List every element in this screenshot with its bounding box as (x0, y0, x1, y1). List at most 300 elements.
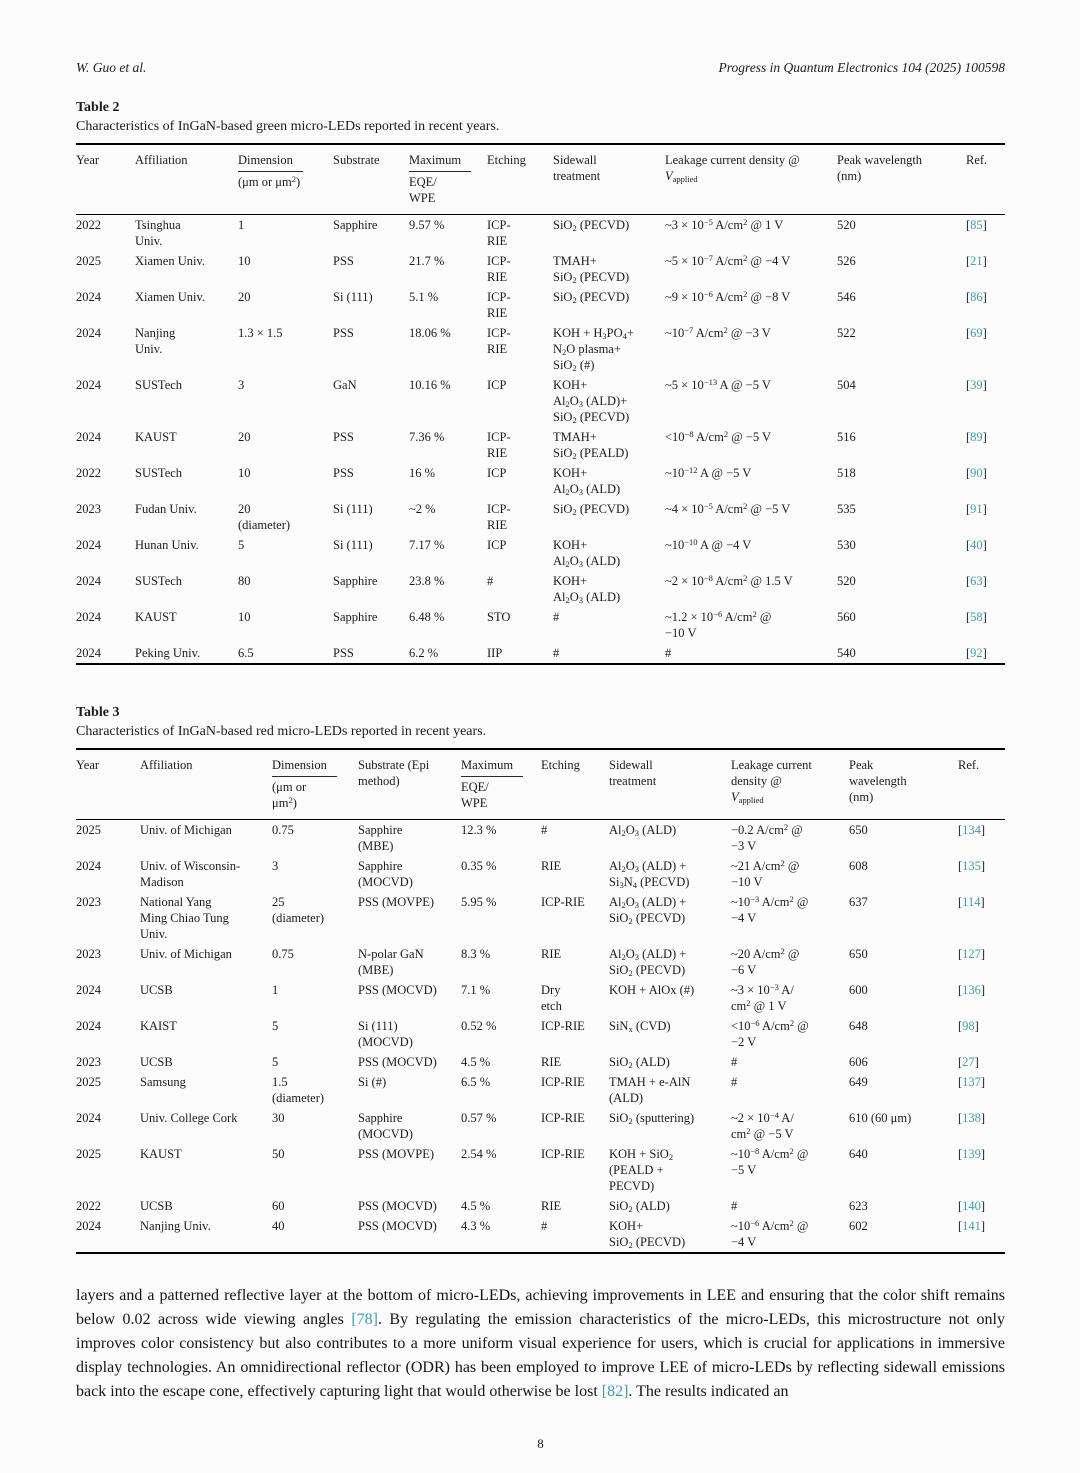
table-cell: 2024 (76, 983, 101, 997)
table-cell: $\sim 10^{-8}$ $A/cm^2$ @ −5 V (731, 1146, 809, 1177)
table-cell: 10.16 % (409, 378, 451, 392)
table-cell: 0.35 % (461, 859, 497, 873)
table-cell: Sapphire (333, 574, 378, 588)
ref-cell: [63] (966, 574, 987, 588)
table3-section (76, 705, 1005, 1254)
table-cell: ICP-RIE (541, 1019, 585, 1033)
table-row (76, 892, 1005, 944)
table-cell: Si (111) (333, 538, 373, 552)
column-header: Sidewall treatment (609, 758, 657, 788)
table-cell: 16 % (409, 466, 436, 480)
reference-link[interactable]: 137 (962, 1075, 981, 1089)
table-cell: PSS (333, 466, 354, 480)
table-row (76, 607, 1005, 643)
table-cell: 649 (849, 1075, 868, 1089)
table-cell: 546 (837, 290, 856, 304)
table-row (76, 1196, 1005, 1216)
table-cell: $\sim 10^{-10}$ A @ −4 V (665, 537, 752, 552)
column-header: Maximum EQE/ WPE (461, 749, 541, 820)
table-cell: Hunan Univ. (135, 538, 199, 552)
green-micro-led-table (76, 143, 1005, 665)
table-cell: KOH+ SiO$_2$ (PECVD) (609, 1219, 686, 1251)
table-cell: 540 (837, 646, 856, 660)
table-cell: 522 (837, 326, 856, 340)
table-cell: 504 (837, 378, 856, 392)
table-cell: KOH + $H_3PO_4+$ $N_2O$ plasma+ SiO$_2$ (#) (553, 326, 634, 374)
table-cell: 10 (238, 466, 251, 480)
ref-cell: [86] (966, 290, 987, 304)
table-cell: 526 (837, 254, 856, 268)
table-cell: 0.75 (272, 823, 294, 837)
table-row (76, 944, 1005, 980)
table-cell: $Al_2O_3$ (ALD) + SiO$_2$ (PECVD) (609, 947, 687, 979)
table-cell: 606 (849, 1055, 868, 1069)
table-cell: $<10^{-8}$ $A/cm^2$ @ −5 V (665, 429, 772, 444)
table-row (76, 427, 1005, 463)
table-cell: 650 (849, 823, 868, 837)
column-header: Peak wavelength (nm) (849, 758, 907, 804)
ref-cell: [27] (958, 1055, 979, 1069)
table-cell: 20 (238, 290, 251, 304)
table-cell: Nanjing Univ. (140, 1219, 211, 1233)
table-cell: 5 (272, 1055, 279, 1069)
table-cell: ~1.2 × $10^{-6}$ $A/cm^2$ @ −10 V (665, 609, 772, 640)
column-header: Ref. (966, 153, 988, 167)
table-cell: # (553, 610, 560, 624)
table-cell: Si (111) (MOCVD) (358, 1019, 413, 1049)
table-cell: 2024 (76, 646, 101, 660)
table-cell: PSS (MOCVD) (358, 1219, 437, 1233)
ref-cell: [135] (958, 859, 986, 873)
ref-cell: [92] (966, 646, 987, 660)
table-cell: 2025 (76, 823, 101, 837)
table-cell: 5 (272, 1019, 279, 1033)
reference-link[interactable]: 90 (970, 466, 983, 480)
ref-cell: [138] (958, 1111, 986, 1125)
table-cell: 2023 (76, 1055, 101, 1069)
red-micro-led-table (76, 748, 1005, 1254)
table-cell: Sapphire (MBE) (358, 823, 403, 853)
table-cell: Xiamen Univ. (135, 290, 206, 304)
author-text: W. Guo et al. (76, 60, 147, 75)
table-cell: 6.2 % (409, 646, 439, 660)
reference-link[interactable]: 89 (970, 430, 983, 444)
reference-link[interactable]: 138 (962, 1111, 981, 1125)
table-cell: 0.75 (272, 947, 294, 961)
table-cell: SiO$_2$ (ALD) (609, 1055, 670, 1071)
table-cell: SiN$_x$ (CVD) (609, 1019, 671, 1035)
table-cell: ICP-RIE (541, 1075, 585, 1089)
reference-link[interactable]: 134 (962, 823, 981, 837)
table-cell: PSS (333, 646, 354, 660)
table-cell: KOH+ $Al_2O_3$ (ALD) (553, 466, 621, 498)
table-cell: 3 (238, 378, 245, 392)
table-cell: Nanjing Univ. (135, 326, 176, 356)
table-cell: SiO$_2$ (ALD) (609, 1199, 670, 1215)
reference-link[interactable]: 69 (970, 326, 983, 340)
ref-cell: [136] (958, 983, 986, 997)
table-cell: N-polar GaN (MBE) (358, 947, 424, 977)
table-row (76, 856, 1005, 892)
table-cell: PSS (MOCVD) (358, 1199, 437, 1213)
table-cell: 10 (238, 610, 251, 624)
table-row (76, 251, 1005, 287)
table-cell: Sapphire (MOCVD) (358, 859, 413, 889)
table-cell: 2025 (76, 1147, 101, 1161)
ref-cell: [90] (966, 466, 987, 480)
reference-link[interactable]: 85 (970, 218, 983, 232)
table-row (76, 287, 1005, 323)
table-cell: 2024 (76, 430, 101, 444)
table-cell: # (731, 1199, 738, 1213)
table-row (76, 499, 1005, 535)
table-cell: 2024 (76, 859, 101, 873)
ref-cell: [69] (966, 326, 987, 340)
table-cell: $\sim 10^{-3}$ $A/cm^2$ @ −4 V (731, 894, 809, 925)
table-cell: ICP (487, 466, 507, 480)
table-cell: 1.5 (diameter) (272, 1075, 325, 1105)
table-cell: SUSTech (135, 574, 183, 588)
table-cell: $\sim 10^{-7}$ $A/cm^2$ @ −3 V (665, 325, 771, 340)
table-cell: # (553, 646, 560, 660)
reference-link[interactable]: 91 (970, 502, 983, 516)
table-cell: 7.1 % (461, 983, 491, 997)
table-row (76, 643, 1005, 664)
ref-cell: [85] (966, 218, 987, 232)
column-header: Substrate (333, 153, 380, 167)
reference-link[interactable]: [78] (351, 1311, 378, 1328)
column-header: Year (76, 153, 100, 167)
table-cell: IIP (487, 646, 503, 660)
column-header: Affiliation (140, 758, 193, 772)
table-cell: # (541, 1219, 548, 1233)
reference-link[interactable]: 39 (970, 378, 983, 392)
table-cell: 2024 (76, 538, 101, 552)
ref-cell: [114] (958, 895, 985, 909)
table-cell: −0.2 $A/cm^2$ @ −3 V (731, 822, 803, 853)
table-cell: # (487, 574, 494, 588)
table-cell: 80 (238, 574, 251, 588)
table-cell: KOH+ $Al_2O_3$ (ALD) (553, 574, 621, 606)
table-row (76, 323, 1005, 375)
table-cell: $\sim 10^{-12}$ A @ −5 V (665, 465, 752, 480)
table-cell: KAUST (135, 610, 177, 624)
table-cell: Univ. College Cork (140, 1111, 238, 1125)
table-cell: ~3 × $10^{-5}$ $A/cm^2$ @ 1 V (665, 217, 784, 232)
table-cell: 18.06 % (409, 326, 451, 340)
table-row (76, 463, 1005, 499)
table-cell: PSS (MOVPE) (358, 895, 435, 909)
column-header: Dimension (μm or $\mu m^2$) (272, 749, 358, 820)
column-header: Substrate (Epi method) (358, 758, 430, 788)
reference-link[interactable]: 92 (970, 646, 983, 660)
table-cell: RIE (541, 859, 562, 873)
table-cell: 2023 (76, 502, 101, 516)
table-cell: SiO$_2$ (sputtering) (609, 1111, 695, 1127)
header-row (76, 749, 1005, 820)
table-cell: ICP (487, 378, 507, 392)
ref-cell: [39] (966, 378, 987, 392)
table-cell: ICP (487, 538, 507, 552)
table-cell: 2024 (76, 1019, 101, 1033)
table-row (76, 980, 1005, 1016)
table-cell: PSS (333, 326, 354, 340)
column-header: Year (76, 758, 100, 772)
column-header: Leakage current density @ $V_{applied}$ (665, 153, 800, 185)
table-cell: 6.48 % (409, 610, 445, 624)
reference-link[interactable]: 140 (962, 1199, 981, 1213)
table-cell: 0.52 % (461, 1019, 497, 1033)
table-cell: 1 (238, 218, 245, 232)
table-cell: 20 (238, 430, 251, 444)
table-cell: 2.54 % (461, 1147, 497, 1161)
reference-link[interactable]: 127 (962, 947, 981, 961)
column-header: Dimension (μm or $\mu m^2$) (238, 144, 333, 215)
ref-cell: [98] (958, 1019, 979, 1033)
reference-link[interactable]: 21 (970, 254, 983, 268)
table-cell: ICP- RIE (487, 290, 511, 320)
table-cell: 520 (837, 218, 856, 232)
table-cell: 2022 (76, 1199, 101, 1213)
table-cell: 5 (238, 538, 245, 552)
table-cell: KAUST (140, 1147, 182, 1161)
table-cell: 30 (272, 1111, 285, 1125)
ref-cell: [40] (966, 538, 987, 552)
table-cell: 60 (272, 1199, 285, 1213)
page-content (76, 0, 1005, 1452)
table-cell: 3 (272, 859, 279, 873)
table-cell: TMAH+ SiO$_2$ (PEALD) (553, 430, 629, 462)
table-cell: PSS (MOVPE) (358, 1147, 435, 1161)
table-cell: UCSB (140, 1199, 173, 1213)
table-cell: ICP-RIE (541, 1147, 585, 1161)
table-cell: 608 (849, 859, 868, 873)
table2-caption: Characteristics of InGaN-based green micro-LEDs reported in recent years. (76, 119, 500, 134)
table-cell: ICP- RIE (487, 502, 511, 532)
table-cell: $\sim 10^{-6}$ $A/cm^2$ @ −4 V (731, 1218, 809, 1249)
table-cell: 6.5 (238, 646, 254, 660)
table-cell: 2024 (76, 1219, 101, 1233)
table-cell: 2024 (76, 290, 101, 304)
ref-cell: [89] (966, 430, 987, 444)
table-cell: RIE (541, 1199, 562, 1213)
table-cell: 4.3 % (461, 1219, 491, 1233)
table-row (76, 1144, 1005, 1196)
table-row (76, 535, 1005, 571)
ref-cell: [134] (958, 823, 986, 837)
table-row (76, 375, 1005, 427)
table-cell: Si (#) (358, 1075, 387, 1089)
table-cell: ~2 % (409, 502, 436, 516)
table-cell: 50 (272, 1147, 285, 1161)
table-cell: 640 (849, 1147, 868, 1161)
table-cell: ICP- RIE (487, 430, 511, 460)
table-cell: ICP- RIE (487, 254, 511, 284)
table-cell: SUSTech (135, 466, 183, 480)
column-header: Ref. (958, 758, 980, 772)
table-cell: 648 (849, 1019, 868, 1033)
column-header: Peak wavelength (nm) (837, 153, 923, 183)
reference-link[interactable]: 58 (970, 610, 983, 624)
table-cell: 2023 (76, 947, 101, 961)
table-cell: 600 (849, 983, 868, 997)
table-cell: ~2 × $10^{-4}$ A/ $cm^2$ @ −5 V (731, 1110, 794, 1141)
table-cell: 7.17 % (409, 538, 445, 552)
table-cell: ICP- RIE (487, 326, 511, 356)
table-cell: 2025 (76, 1075, 101, 1089)
table-cell: 20 (diameter) (238, 502, 291, 532)
table-cell: 602 (849, 1219, 868, 1233)
table-cell: ICP- RIE (487, 218, 511, 248)
reference-link[interactable]: 114 (962, 895, 981, 909)
table-cell: $Al_2O_3$ (ALD) + SiO$_2$ (PECVD) (609, 895, 687, 927)
table-cell: Sapphire (333, 218, 378, 232)
table-cell: 2025 (76, 254, 101, 268)
table-cell: ICP-RIE (541, 1111, 585, 1125)
reference-link[interactable]: 40 (970, 538, 983, 552)
table3-caption: Characteristics of InGaN-based red micro-LEDs reported in recent years. (76, 724, 487, 739)
table-cell: KOH + SiO$_2$ (PEALD + PECVD) (609, 1147, 674, 1193)
table-cell: 5.1 % (409, 290, 439, 304)
table-cell: ~5 × $10^{-7}$ $A/cm^2$ @ −4 V (665, 253, 791, 268)
table-row (76, 215, 1005, 252)
table-row (76, 1016, 1005, 1052)
table-cell: # (731, 1075, 738, 1089)
page-number: 8 (537, 1436, 544, 1451)
table-cell: # (541, 823, 548, 837)
table-cell: PSS (MOCVD) (358, 983, 437, 997)
table-cell: RIE (541, 1055, 562, 1069)
table-cell: # (731, 1055, 738, 1069)
table-cell: $Al_2O_3$ (ALD) + $Si_3N_4$ (PECVD) (609, 859, 690, 891)
table-cell: SiO$_2$ (PECVD) (553, 290, 630, 306)
reference-link[interactable]: 139 (962, 1147, 981, 1161)
body-paragraph: layers and a patterned reflective layer at the bottom of micro-LEDs, achieving improvements in LEE and ensuring that the color shift remains below 0.02 across wide viewing angles [78]. By regulating the emission characteristics of the micro-LEDs, this microstructure not only improves color consistency but also contributes to a more uniform visual experience for users, which is crucial for applications in immersive display technologies. An omnidirectional reflector (ODR) has been employed to improve LEE of micro-LEDs by reflecting sidewall emissions back into the escape cone, effectively capturing light that would otherwise be lost [82]. The results indicated an (76, 1287, 1005, 1400)
table-cell: ~3 × $10^{-3}$ A/ $cm^2$ @ 1 V (731, 982, 794, 1013)
journal-title-text: Progress in Quantum Electronics 104 (2025) 100598 (718, 60, 1005, 75)
table-cell: ~4 × $10^{-5}$ $A/cm^2$ @ −5 V (665, 501, 791, 516)
table-cell: 535 (837, 502, 856, 516)
table-cell: 2022 (76, 218, 101, 232)
table-cell: Xiamen Univ. (135, 254, 206, 268)
column-header: Etching (487, 153, 526, 167)
table-cell: ~9 × $10^{-6}$ $A/cm^2$ @ −8 V (665, 289, 791, 304)
table-cell: 6.5 % (461, 1075, 491, 1089)
table-cell: Tsinghua Univ. (135, 218, 181, 248)
table-row (76, 1052, 1005, 1072)
table-cell: $<10^{-6}$ $A/cm^2$ @ −2 V (731, 1018, 809, 1049)
table-cell: 4.5 % (461, 1055, 491, 1069)
ref-cell: [137] (958, 1075, 986, 1089)
ref-cell: [21] (966, 254, 987, 268)
table-cell: National Yang Ming Chiao Tung Univ. (140, 895, 229, 941)
column-header: Maximum EQE/ WPE (409, 144, 487, 215)
reference-link[interactable]: 86 (970, 290, 983, 304)
ref-cell: [127] (958, 947, 986, 961)
ref-cell: [91] (966, 502, 987, 516)
table-cell: 2022 (76, 466, 101, 480)
reference-link[interactable]: 135 (962, 859, 981, 873)
table-cell: 610 (60 μm) (849, 1111, 912, 1125)
table-cell: 12.3 % (461, 823, 497, 837)
column-header: Sidewall treatment (553, 153, 601, 183)
table-cell: SiO$_2$ (PECVD) (553, 218, 630, 234)
table-cell: Fudan Univ. (135, 502, 197, 516)
table-cell: 21.7 % (409, 254, 445, 268)
table-cell: 25 (diameter) (272, 895, 325, 925)
table-row (76, 1108, 1005, 1144)
table-cell: UCSB (140, 1055, 173, 1069)
table-cell: 520 (837, 574, 856, 588)
table-cell: SiO$_2$ (PECVD) (553, 502, 630, 518)
table-cell: KAIST (140, 1019, 177, 1033)
table-cell: SUSTech (135, 378, 183, 392)
table-cell: PSS (333, 254, 354, 268)
table-cell: 637 (849, 895, 868, 909)
table-cell: 518 (837, 466, 856, 480)
running-header (76, 60, 1005, 76)
table-cell: STO (487, 610, 511, 624)
table-cell: ~5 × $10^{-13}$ A @ −5 V (665, 377, 771, 392)
ref-cell: [141] (958, 1219, 986, 1233)
table-cell: ~21 $A/cm^2$ @ −10 V (731, 858, 800, 889)
table-cell: Univ. of Michigan (140, 823, 232, 837)
table-cell: 40 (272, 1219, 285, 1233)
table-cell: KOH+ $Al_2O_3$ (ALD)+ SiO$_2$ (PECVD) (553, 378, 630, 426)
table-cell: Peking Univ. (135, 646, 201, 660)
table-cell: TMAH+ SiO$_2$ (PECVD) (553, 254, 630, 286)
table-cell: 8.3 % (461, 947, 491, 961)
reference-link[interactable]: [82] (601, 1383, 629, 1400)
table-cell: 4.5 % (461, 1199, 491, 1213)
table-cell: Sapphire (MOCVD) (358, 1111, 413, 1141)
table-cell: 516 (837, 430, 856, 444)
table-cell: 2024 (76, 378, 101, 392)
table-cell: KOH+ $Al_2O_3$ (ALD) (553, 538, 621, 570)
reference-link[interactable]: 63 (970, 574, 983, 588)
table-cell: 2023 (76, 895, 101, 909)
ref-cell: [139] (958, 1147, 986, 1161)
table-cell: RIE (541, 947, 562, 961)
table-cell: 2024 (76, 610, 101, 624)
table2-label: Table 2 (76, 100, 120, 115)
table-cell: Si (111) (333, 502, 373, 516)
table-cell: 0.57 % (461, 1111, 497, 1125)
table-cell: 530 (837, 538, 856, 552)
table-cell: # (665, 646, 672, 660)
table-cell: 1 (272, 983, 279, 997)
table-cell: Dry etch (541, 983, 562, 1013)
table-cell: PSS (333, 430, 354, 444)
column-header: Etching (541, 758, 580, 772)
table-row (76, 1072, 1005, 1108)
reference-link[interactable]: 98 (962, 1019, 975, 1033)
table-cell: 560 (837, 610, 856, 624)
table-cell: 2024 (76, 1111, 101, 1125)
table-cell: GaN (333, 378, 357, 392)
table-cell: ICP-RIE (541, 895, 585, 909)
table-row (76, 820, 1005, 857)
reference-link[interactable]: 141 (962, 1219, 981, 1233)
column-header: Affiliation (135, 153, 188, 167)
table-cell: 5.95 % (461, 895, 497, 909)
table-cell: 2024 (76, 326, 101, 340)
table-cell: 623 (849, 1199, 868, 1213)
reference-link[interactable]: 136 (962, 983, 981, 997)
table-cell: $Al_2O_3$ (ALD) (609, 823, 677, 839)
reference-link[interactable]: 27 (962, 1055, 975, 1069)
table-cell: 1.3 × 1.5 (238, 326, 283, 340)
